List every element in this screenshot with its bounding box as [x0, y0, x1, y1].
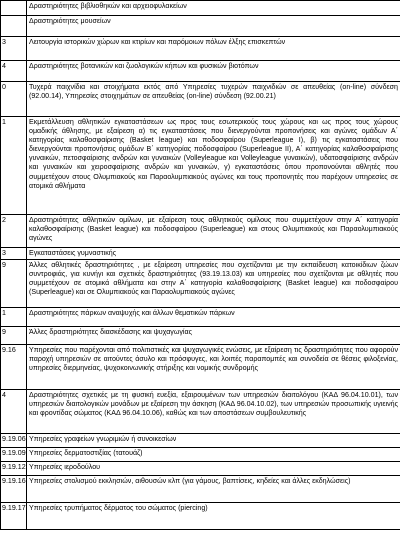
activity-description-cell: Άλλες δραστηριότητες διασκέδασης και ψυχαγωγίας — [27, 327, 400, 345]
table-row — [1, 82, 400, 117]
activity-description-cell: Δραστηριότητες μουσείων — [27, 16, 400, 37]
table-row — [1, 503, 400, 530]
table-row — [1, 16, 400, 37]
activity-description-cell: Δραστηριότητες πάρκων αναψυχής και άλλων θεματικών πάρκων — [27, 308, 400, 327]
activity-description-cell: Υπηρεσίες τρυπήματος δέρματος του σώματος (piercing) — [27, 503, 400, 530]
activity-description-cell: Τυχερά παιχνίδια και στοιχήματα εκτός από Υπηρεσίες τυχερών παιχνιδιών σε απευθείας (on-line) σύνδεση (92.00.14), Υπηρεσίες στοιχημάτων σε απευθείας (on-line) σύνδεση (92.00.21) — [27, 82, 400, 117]
activity-description-cell: Υπηρεσίες ιεροδούλου — [27, 462, 400, 476]
table-row — [1, 61, 400, 82]
table-row — [1, 462, 400, 476]
table-row — [1, 215, 400, 248]
activity-code-cell: 9 — [1, 260, 27, 308]
activity-code-cell: 3 — [1, 248, 27, 260]
table-row — [1, 308, 400, 327]
table-row — [1, 434, 400, 448]
activity-code-cell: 1 — [1, 308, 27, 327]
activity-code-cell: 9 — [1, 327, 27, 345]
activity-code-cell: 9.16 — [1, 345, 27, 390]
table-row — [1, 248, 400, 260]
activity-code-cell: 9.19.06 — [1, 434, 27, 448]
table-row — [1, 448, 400, 462]
activity-code-cell: 9.19.12 — [1, 462, 27, 476]
activity-description-cell: Λειτουργία ιστορικών χώρων και κτιρίων και παρόμοιων πόλων έλξης επισκεπτών — [27, 37, 400, 61]
activity-code-cell: 0 — [1, 82, 27, 117]
activity-code-cell — [1, 16, 27, 37]
table-row — [1, 1, 400, 16]
table-row — [1, 260, 400, 308]
activity-description-cell: Εκμετάλλευση αθλητικών εγκαταστάσεων ως προς τους εσωτερικούς τους χώρους και ως προς τους χώρους ομαδικής άθλησης, με εξαίρεση α) τις εγκαταστάσεις που διενεργούνται προπονήσεις και αγώνες ομάδων Α΄ κατηγορίας καλαθοσφαίρισης (Basket league) και ποδοσφαίρου (Superleague I), β) τις εγκαταστάσεις που διενεργούνται προπονήσεις ομάδων Β΄ κατηγορίας ποδοσφαίρου (Superleague II), Α΄ κατηγορίας καλαθοσφαίρισης γυναικών, πετοσφαίρισης ανδρών και γυναικών (Volleyleague και Volleyleague γυναικών), υδατοσφαίρισης ανδρών και γυναικών και χειροσφαίρισης ανδρών και γυναικών, γ) εγκαταστάσεις όπου προπονούνται αθλητές που συμμετέχουν στους Ολυμπιακούς και Παραολυμπιακούς αγώνες και τους προπονητές που παρέχουν υπηρεσίες σε ατομικά αθλήματα — [27, 117, 400, 215]
table-row — [1, 37, 400, 61]
activity-code-cell: 9.19.17 — [1, 503, 27, 530]
table-row — [1, 327, 400, 345]
activity-code-cell: 1 — [1, 117, 27, 215]
activity-code-cell — [1, 1, 27, 16]
activity-description-cell: Δραστηριότητες βοτανικών και ζωολογικών κήπων και φυσικών βιοτόπων — [27, 61, 400, 82]
activity-codes-body — [1, 1, 400, 530]
activity-description-cell: Δραστηριότητες αθλητικών ομίλων, με εξαίρεση τους αθλητικούς ομίλους που συμμετέχουν στην Α΄ κατηγορία καλαθοσφαίρισης (Basket league) και ποδοσφαίρου (Superleague) και στους Ολυμπιακούς και Παραολυμπιακούς αγώνες — [27, 215, 400, 248]
activity-description-cell: Υπηρεσίες που παρέχονται από πολιτιστικές και ψυχαγωγικές ενώσεις, με εξαίρεση τις δραστηριότητες που αφορούν παροχή υπηρεσιών σε αιτούντες άσυλο και πρόσφυγες, και λοιπές παραπομπές και συνοδεία σε θέσεις φιλοξενίας, υπηρεσίες διερμηνείας, ψυχοκοινωνικής στήριξης και νομικής συνδρομής — [27, 345, 400, 390]
activity-description-cell: Υπηρεσίες γραφείων γνωριμιών ή συνοικεσίων — [27, 434, 400, 448]
activity-code-cell: 3 — [1, 37, 27, 61]
activity-description-cell: Εγκαταστάσεις γυμναστικής — [27, 248, 400, 260]
table-row — [1, 390, 400, 434]
activity-code-cell: 4 — [1, 390, 27, 434]
activity-description-cell: Δραστηριότητες βιβλιοθηκών και αρχειοφυλακείων — [27, 1, 400, 16]
table-row — [1, 345, 400, 390]
activity-description-cell: Υπηρεσίες δερματοστιξίας (τατουάζ) — [27, 448, 400, 462]
activity-code-cell: 9.19.09 — [1, 448, 27, 462]
table-row — [1, 476, 400, 503]
activity-code-cell: 4 — [1, 61, 27, 82]
activity-description-cell: Υπηρεσίες στολισμού εκκλησιών, αιθουσών κλπ (για γάμους, βαπτίσεις, κηδείες και άλλες εκδηλώσεις) — [27, 476, 400, 503]
activity-code-cell: 9.19.16 — [1, 476, 27, 503]
activity-description-cell: Δραστηριότητες σχετικές με τη φυσική ευεξία, εξαιρουμένων των υπηρεσιών διαιτολόγου (ΚΑΔ 96.04.10.01), των υπηρεσιών διαιτολογικών μονάδων με εξαίρεση την άσκηση (ΚΑΔ 96.04.10.02), των υπηρεσιών προσωπικής υγιεινής και φροντίδας σώματος (ΚΑΔ 96.04.10.06), καθώς και των αποστάσεων συμβουλευτικής — [27, 390, 400, 434]
activity-description-cell: Άλλες αθλητικές δραστηριότητες , με εξαίρεση υπηρεσίες που σχετίζονται με την εκπαίδευση κατοικίδιων ζώων συντροφιάς, για κυνήγι και σχετικές δραστηριότητες (93.19.13.03) και υπηρεσίες που σχετίζονται με αθλητές που συμμετέχουν σε ατομικά αθλήματα και στην Α΄ κατηγορία καλαθοσφαίρισης (Basket league) και ποδοσφαίρου (Superleague) και σε Ολυμπιακούς και Παραολυμπιακούς αγώνες — [27, 260, 400, 308]
table-row — [1, 117, 400, 215]
activity-code-cell: 2 — [1, 215, 27, 248]
